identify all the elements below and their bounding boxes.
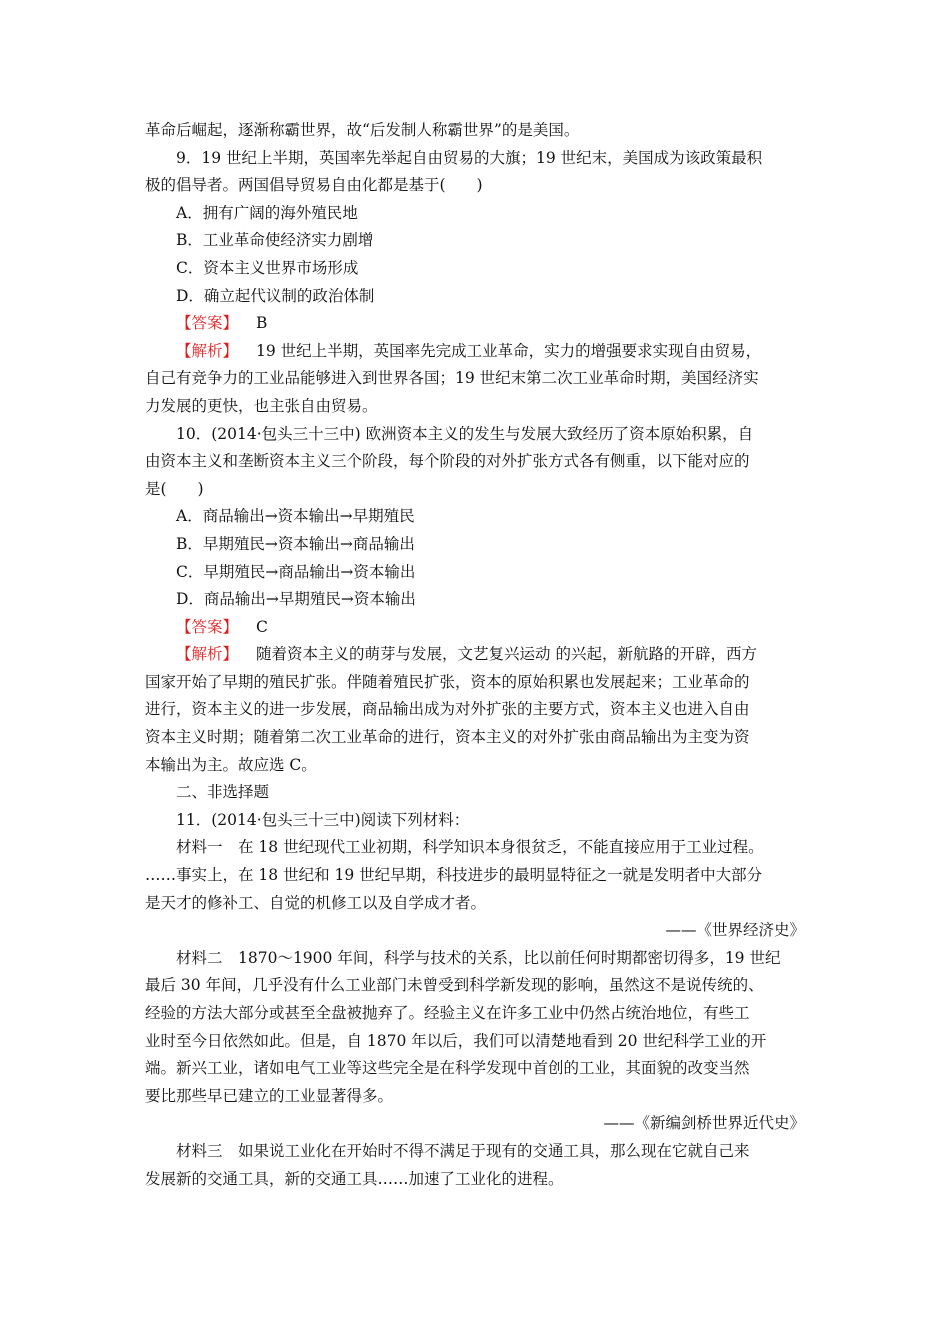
q10-stem-line: 是( ) (145, 479, 204, 498)
q11-material-1-line: ……事实上，在 18 世纪和 19 世纪早期，科技进步的最明显特征之一就是发明者中大部分 (145, 866, 763, 885)
q10-option-d: D．商品输出→早期殖民→资本输出 (176, 590, 416, 609)
q9-option-c: C．资本主义世界市场形成 (176, 258, 359, 277)
q10-analysis-line: 进行，资本主义的进一步发展，商品输出成为对外扩张的主要方式，资本主义也进入自由 (145, 700, 750, 719)
analysis-tag: 【解析】 (176, 341, 239, 360)
q11-material-1-line: 是天才的修补工、自觉的机修工以及自学成才者。 (145, 893, 487, 912)
analysis-text: 19 世纪上半期，英国率先完成工业革命，实力的增强要求实现自由贸易， (256, 341, 762, 360)
q9-option-a: A．拥有广阔的海外殖民地 (176, 203, 358, 222)
q9-option-d: D．确立起代议制的政治体制 (176, 286, 375, 305)
q10-option-c: C．早期殖民→商品输出→资本输出 (176, 562, 416, 581)
answer-value: B (256, 314, 268, 333)
q11-material-2-source: ——《新编剑桥世界近代史》 (603, 1114, 805, 1133)
q10-option-b: B．早期殖民→资本输出→商品输出 (176, 534, 415, 553)
q9-analysis (145, 338, 805, 366)
q11-stem: 11．(2014·包头三十三中)阅读下列材料： (176, 810, 470, 829)
q9-analysis-line: 力发展的更快，也主张自由贸易。 (145, 396, 378, 415)
q11-material-2-line: 最后 30 年间，几乎没有什么工业部门未曾受到科学新发现的影响，虽然这不是说传统的、 (145, 976, 764, 995)
q9-analysis-line: 自己有竞争力的工业品能够进入到世界各国；19 世纪末第二次工业革命时期，美国经济实 (145, 369, 759, 388)
q9-stem-line: 极的倡导者。两国倡导贸易自由化都是基于( ) (145, 176, 483, 195)
q9-stem-line: 9．19 世纪上半期，英国率先举起自由贸易的大旗；19 世纪末，美国成为该政策最积 (176, 148, 763, 167)
q11-material-1: 材料一 在 18 世纪现代工业初期，科学知识本身很贫乏，不能直接应用于工业过程。 (176, 838, 764, 857)
q11-material-1-source: ——《世界经济史》 (665, 921, 805, 940)
document-page (145, 117, 805, 1193)
q10-stem-line: 由资本主义和垄断资本主义三个阶段，每个阶段的对外扩张方式各有侧重，以下能对应的 (145, 452, 750, 471)
answer-tag: 【答案】 (176, 314, 239, 333)
analysis-text: 随着资本主义的萌芽与发展，文艺复兴运动 的兴起，新航路的开辟，西方 (256, 645, 757, 664)
answer-tag: 【答案】 (176, 617, 239, 636)
q10-answer (145, 614, 805, 642)
q10-stem-line: 10．(2014·包头三十三中) 欧洲资本主义的发生与发展大致经历了资本原始积累，自 (176, 424, 754, 443)
analysis-tag: 【解析】 (176, 645, 239, 664)
answer-value: C (256, 617, 268, 636)
q11-material-3-line: 发展新的交通工具，新的交通工具……加速了工业化的进程。 (145, 1169, 564, 1188)
q10-analysis-line: 资本主义时期；随着第二次工业革命的进行，资本主义的对外扩张由商品输出为主变为资 (145, 728, 750, 747)
q10-analysis (145, 641, 805, 669)
q10-analysis-line: 本输出为主。故应选 C。 (145, 755, 317, 774)
prev-answer-tail: 革命后崛起，逐渐称霸世界，故“后发制人称霸世界”的是美国。 (145, 121, 580, 139)
q11-material-2-line: 经验的方法大部分或甚至全盘被抛弃了。经验主义在许多工业中仍然占统治地位，有些工 (145, 1004, 750, 1022)
q11-material-2: 材料二 1870～1900 年间，科学与技术的关系，比以前任何时期都密切得多，19 世纪 (176, 948, 781, 967)
q9-answer (145, 310, 805, 338)
q9-option-b: B．工业革命使经济实力剧增 (176, 231, 374, 250)
q10-option-a: A．商品输出→资本输出→早期殖民 (176, 507, 415, 526)
q10-analysis-line: 国家开始了早期的殖民扩张。伴随着殖民扩张，资本的原始积累也发展起来；工业革命的 (145, 672, 750, 691)
q11-material-2-line: 业时至今日依然如此。但是，自 1870 年以后，我们可以清楚地看到 20 世纪科学工业的开 (145, 1031, 767, 1050)
section-title: 二、非选择题 (176, 783, 270, 802)
q11-material-2-line: 端。新兴工业，诸如电气工业等这些完全是在科学发现中首创的工业，其面貌的改变当然 (145, 1059, 750, 1078)
q11-material-3: 材料三 如果说工业化在开始时不得不满足于现有的交通工具，那么现在它就自己来 (176, 1141, 750, 1160)
q11-material-2-line: 要比那些早已建立的工业显著得多。 (145, 1086, 394, 1105)
